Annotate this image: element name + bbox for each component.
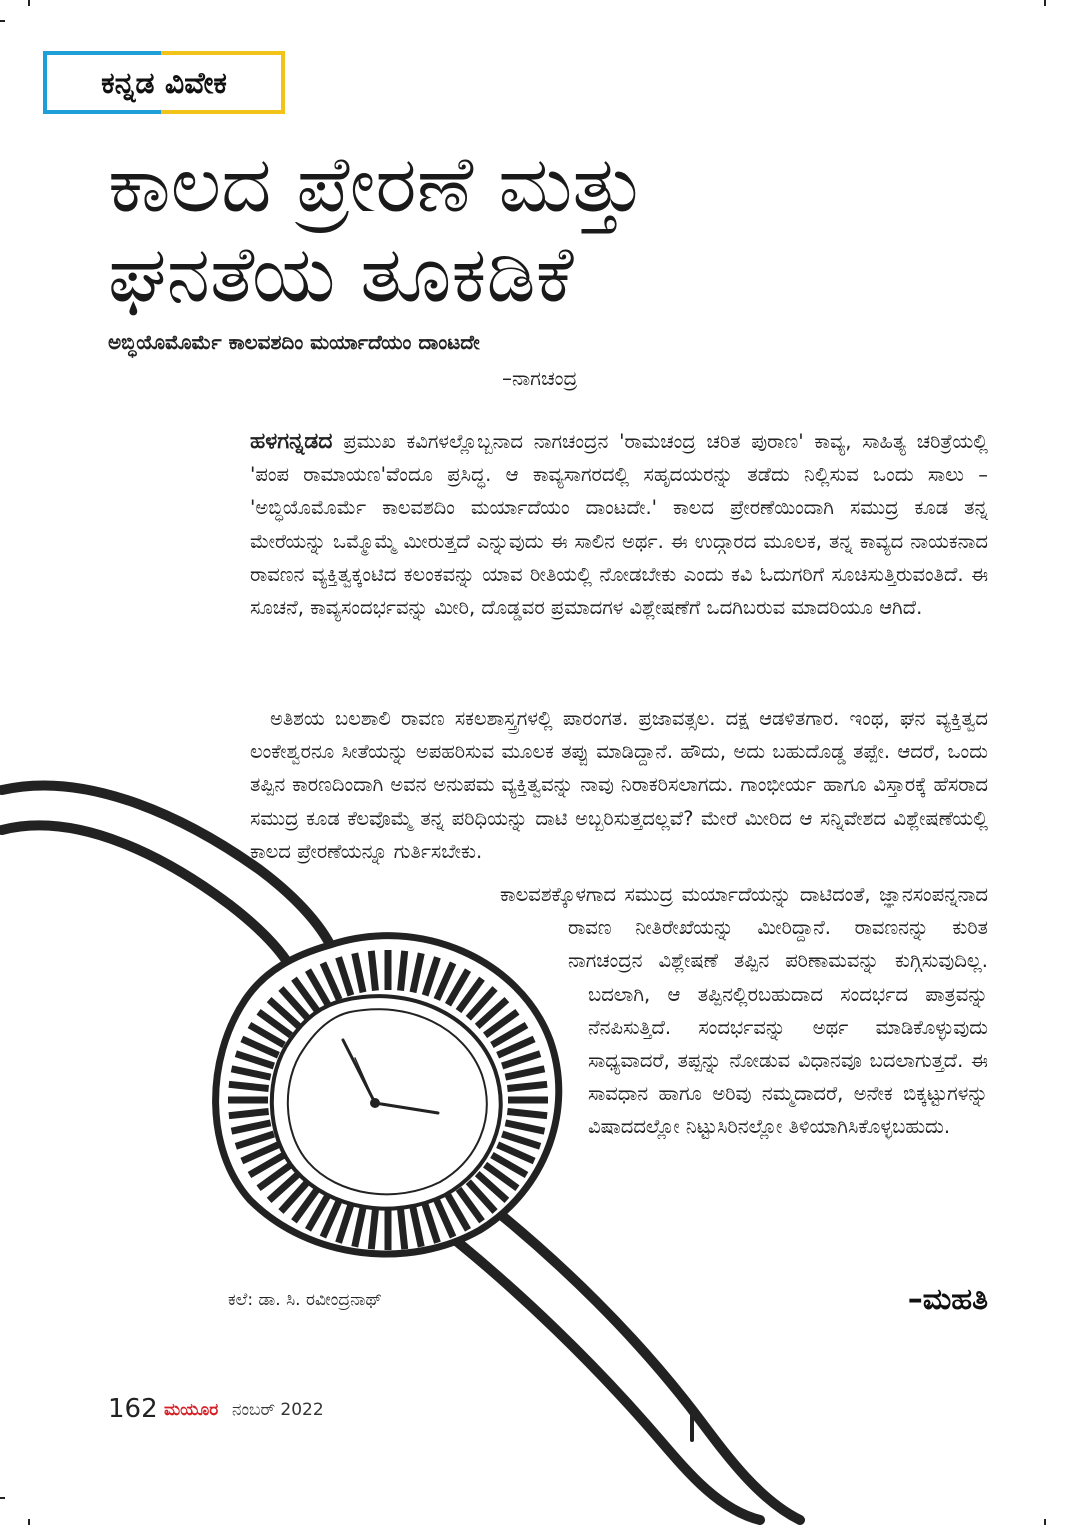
epigraph-text: ಅಬ್ಧಿಯೊಮೊರ್ಮೆ ಕಾಲವಶದಿಂ ಮರ್ಯಾದೆಯಂ ದಾಂಟದೇ bbox=[108, 330, 480, 354]
text-wrap-spacer bbox=[250, 978, 555, 1011]
section-tag-label: ಕನ್ನಡ ವಿವೇಕ bbox=[101, 66, 227, 101]
title-line-2: ಘನತೆಯ ತೂಕಡಿಕೆ bbox=[108, 230, 574, 320]
text-wrap-spacer bbox=[250, 944, 568, 977]
paragraph-1-text: ಪ್ರಮುಖ ಕವಿಗಳಲ್ಲೊಬ್ಬನಾದ ನಾಗಚಂದ್ರನ 'ರಾಮಚಂದ್ರ ಚರಿತ ಪುರಾಣ' ಕಾವ್ಯ, ಸಾಹಿತ್ಯ ಚರಿತ್ರೆಯಲ್ಲಿ 'ಪಂಪ ರಾಮಾಯಣ'ವೆಂದೂ ಪ್ರಸಿದ್ಧ. ಆ ಕಾವ್ಯಸಾಗರದಲ್ಲಿ ಸಹೃದಯರನ್ನು ತಡೆದು ನಿಲ್ಲಿಸುವ ಒಂದು ಸಾಲು – 'ಅಬ್ಧಿಯೊಮೊರ್ಮೆ ಕಾಲವಶದಿಂ ಮರ್ಯಾದೆಯಂ ದಾಂಟದೇ.' ಕಾಲದ ಪ್ರೇರಣೆಯಿಂದಾಗಿ ಸಮುದ್ರ ಕೂಡ ತನ್ನ ಮೇರೆಯನ್ನು ಒಮ್ಮೊಮ್ಮೆ ಮೀರುತ್ತದೆ ಎನ್ನುವುದು ಈ ಸಾಲಿನ ಅರ್ಥ. ಈ ಉದ್ಗಾರದ ಮೂಲಕ, ತನ್ನ ಕಾವ್ಯದ ನಾಯಕನಾದ ರಾವಣನ ವ್ಯಕ್ತಿತ್ವಕ್ಕಂಟಿದ ಕಲಂಕವನ್ನು ಯಾವ ರೀತಿಯಲ್ಲಿ ನೋಡಬೇಕು ಎಂದು ಕವಿ ಓದುಗರಿಗೆ ಸೂಚಿಸುತ್ತಿರುವಂತಿದೆ. ಈ ಸೂಚನೆ, ಕಾವ್ಯಸಂದರ್ಭವನ್ನು ಮೀರಿ, ದೊಡ್ಡವರ ಪ್ರಮಾದಗಳ ವಿಶ್ಲೇಷಣೆಗೆ ಒದಗಿಬರುವ ಮಾದರಿಯೂ ಆಗಿದೆ. bbox=[250, 430, 988, 620]
article-paragraph-1 bbox=[250, 425, 988, 624]
strap-lower bbox=[430, 1220, 760, 1520]
article-paragraph-2: ಅತಿಶಯ ಬಲಶಾಲಿ ರಾವಣ ಸಕಲಶಾಸ್ತ್ರಗಳಲ್ಲಿ ಪಾರಂಗತ. ಪ್ರಜಾವತ್ಸಲ. ದಕ್ಷ ಆಡಳಿತಗಾರ. ಇಂಥ, ಘನ ವ್ಯಕ್ತಿತ್ವದ ಲಂಕೇಶ್ವರನೂ ಸೀತೆಯನ್ನು ಅಪಹರಿಸುವ ಮೂಲಕ ತಪ್ಪು ಮಾಡಿದ್ದಾನೆ. ಹೌದು, ಅದು ಬಹುದೊಡ್ಡ ತಪ್ಪೇ. ಆದರೆ, ಒಂದು ತಪ್ಪಿನ ಕಾರಣದಿಂದಾಗಿ ಅವನ ಅನುಪಮ ವ್ಯಕ್ತಿತ್ವವನ್ನು ನಾವು ನಿರಾಕರಿಸಲಾಗದು. ಗಾಂಭೀರ್ಯ ಹಾಗೂ ವಿಸ್ತಾರಕ್ಕೆ ಹೆಸರಾದ ಸಮುದ್ರ ಕೂಡ ಕೆಲವೊಮ್ಮೆ ತನ್ನ ಪರಿಧಿಯನ್ನು ದಾಟಿ ಅಬ್ಬರಿಸುತ್ತದಲ್ಲವೆ? ಮೇರೆ ಮೀರಿದ ಆ ಸನ್ನಿವೇಶದ ವಿಶ್ಲೇಷಣೆಯಲ್ಲಿ ಕಾಲದ ಪ್ರೇರಣೆಯನ್ನೂ ಗುರ್ತಿಸಬೇಕು. bbox=[250, 707, 988, 863]
text-wrap-spacer bbox=[250, 1210, 665, 1243]
issue-label: ನಂಬರ್ 2022 bbox=[232, 1400, 324, 1420]
text-wrap-spacer bbox=[250, 1177, 588, 1210]
text-wrap-spacer bbox=[250, 911, 500, 944]
lead-word: ಹಳಗನ್ನಡದ bbox=[250, 429, 333, 454]
text-wrap-spacer bbox=[250, 1044, 555, 1077]
title-line-1: ಕಾಲದ ಪ್ರೇರಣೆ ಮತ್ತು bbox=[108, 140, 646, 230]
text-wrap-spacer bbox=[250, 1110, 555, 1143]
text-wrap-spacer bbox=[250, 878, 460, 911]
article-paragraph-3: ಕಾಲವಶಕ್ಕೊಳಗಾದ ಸಮುದ್ರ ಮರ್ಯಾದೆಯನ್ನು ದಾಟಿದಂತೆ, ಜ್ಞಾನಸಂಪನ್ನನಾದ ರಾವಣ ನೀತಿರೇಖೆಯನ್ನು ಮೀರಿದ್ದಾನೆ. ರಾವಣನನ್ನು ಕುರಿತ ನಾಗಚಂದ್ರನ ವಿಶ್ಲೇಷಣೆ ತಪ್ಪಿನ ಪರಿಣಾಮವನ್ನು ಕುಗ್ಗಿಸುವುದಿಲ್ಲ. ಬದಲಾಗಿ, ಆ ತಪ್ಪಿನಲ್ಲಿರಬಹುದಾದ ಸಂದರ್ಭದ ಪಾತ್ರವನ್ನು ನೆನಪಿಸುತ್ತಿದೆ. ಸಂದರ್ಭವನ್ನು ಅರ್ಥ ಮಾಡಿಕೊಳ್ಳುವುದು ಸಾಧ್ಯವಾದರೆ, ತಪ್ಪನ್ನು ನೋಡುವ ವಿಧಾನವೂ ಬದಲಾಗುತ್ತದೆ. ಈ ಸಾವಧಾನ ಹಾಗೂ ಅರಿವು ನಮ್ಮದಾದರೆ, ಅನೇಕ ಬಿಕ್ಕಟ್ಟುಗಳನ್ನು ವಿಷಾದದಲ್ಲೋ ನಿಟ್ಟುಸಿರಿನಲ್ಲೋ ತಿಳಿಯಾಗಿಸಿಕೊಳ್ಳಬಹುದು. bbox=[250, 878, 988, 1243]
text-wrap-spacer bbox=[250, 1011, 555, 1044]
art-credit: ಕಲೆ: ಡಾ. ಸಿ. ರವೀಂದ್ರನಾಥ್ bbox=[228, 1290, 383, 1310]
text-wrap-spacer bbox=[250, 1144, 555, 1177]
magazine-name: ಮಯೂರ bbox=[164, 1400, 219, 1420]
epigraph-author: –ನಾಗಚಂದ್ರ bbox=[502, 366, 578, 390]
author-signature: –ಮಹತಿ bbox=[907, 1282, 988, 1317]
page-number: 162 bbox=[108, 1394, 158, 1424]
text-wrap-spacer bbox=[250, 1077, 555, 1110]
